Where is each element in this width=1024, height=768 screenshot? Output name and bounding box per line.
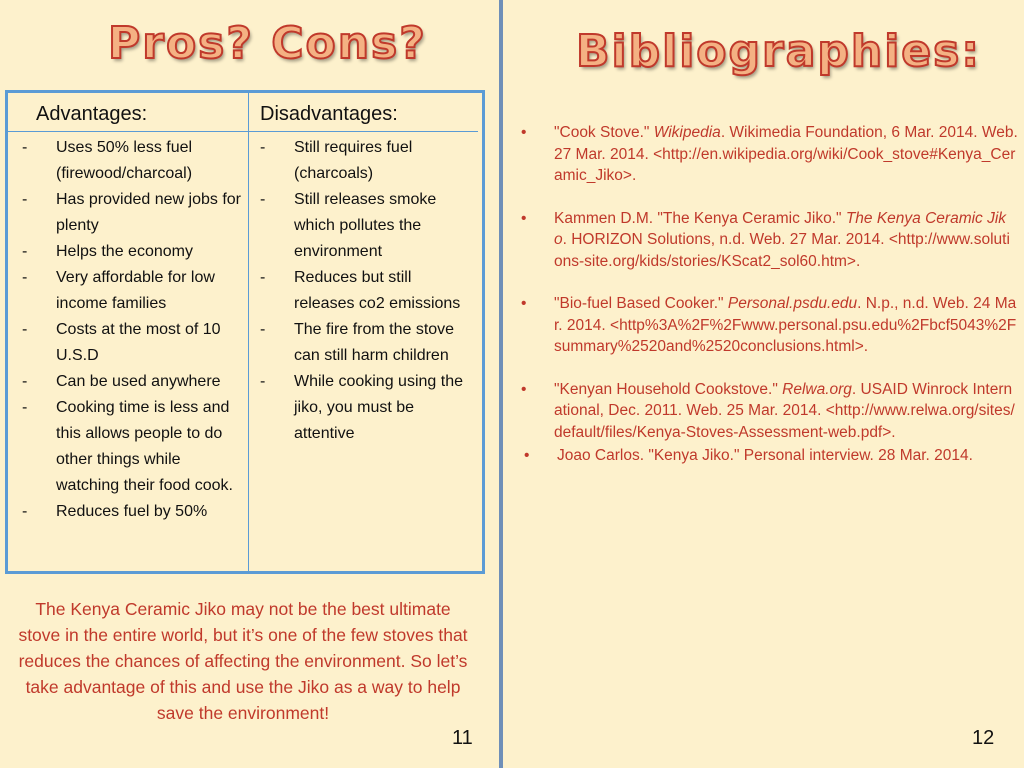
citation-source: The Kenya Ceramic Jiko <box>554 209 1007 248</box>
conclusion-text: The Kenya Ceramic Jiko may not be the best ultimate stove in the entire world, but it’s one of the few stoves that reduces the chances of affecting the environment. So let’s take advantage of this and use the Jiko as a way to help save the environment! <box>18 599 468 723</box>
bibliography-list <box>504 122 1024 488</box>
advantage-item: - Can be used anywhere <box>18 369 246 395</box>
bullet-icon: • <box>521 380 527 398</box>
page-number: 11 <box>452 727 473 749</box>
citation-text: Joao Carlos. "Kenya Jiko." Personal interview. 28 Mar. 2014. <box>557 447 973 464</box>
citation-text: "Cook Stove." <box>554 124 654 141</box>
slide-divider <box>499 0 503 768</box>
advantage-item: - Cooking time is less and this allows people to do other things while watching their food cook. <box>18 395 246 499</box>
citation-text: "Kenyan Household Cookstove." <box>554 380 783 398</box>
disadvantage-item: - Still requires fuel (charcoals) <box>256 135 470 187</box>
bibliography-entry <box>504 293 1024 358</box>
slide-12 <box>504 0 1024 768</box>
bullet-icon: • <box>521 124 527 141</box>
column-divider <box>248 93 249 571</box>
citation-details: . USAID Winrock International, Dec. 2011. Web. 25 Mar. 2014. <http://www.relwa.org/sites/default/files/Kenya-Stoves-Assessment-web.pdf>. <box>554 380 1015 441</box>
header-rule <box>8 131 478 132</box>
pros-cons-title: Pros? Cons? <box>108 18 427 69</box>
bullet-icon: • <box>521 295 527 312</box>
bibliographies-title: Bibliographies: <box>576 26 981 77</box>
citation-text: Kammen D.M. "The Kenya Ceramic Jiko." <box>554 209 846 227</box>
pros-cons-table <box>5 90 485 574</box>
slide-11 <box>0 0 500 768</box>
advantage-item: - Helps the economy <box>18 239 246 265</box>
citation-details: . N.p., n.d. Web. 24 Mar. 2014. <http%3A%2F%2Fwww.personal.psu.edu%2Fbcf5043%2Fsummary%2520and%2520conclusions.html>. <box>554 295 1017 355</box>
bibliography-entry <box>504 379 1024 444</box>
disadvantage-item: - Reduces but still releases co2 emissions <box>256 265 470 317</box>
bibliography-entry <box>504 208 1024 273</box>
bullet-icon: • <box>521 209 527 227</box>
advantage-item: - Reduces fuel by 50% <box>18 499 246 525</box>
citation-text: "Bio-fuel Based Cooker." <box>554 295 728 312</box>
advantage-item: - Has provided new jobs for plenty <box>18 187 246 239</box>
citation-source: Relwa.org <box>782 380 852 398</box>
bullet-icon: • <box>524 447 530 464</box>
bibliography-entry <box>504 122 1024 187</box>
disadvantage-item: - Still releases smoke which pollutes the environment <box>256 187 470 265</box>
disadvantage-item: - While cooking using the jiko, you must be attentive <box>256 369 470 447</box>
citation-source: Wikipedia <box>653 124 721 141</box>
advantages-header: Advantages: <box>36 103 148 125</box>
advantage-item: - Costs at the most of 10 U.S.D <box>18 317 246 369</box>
advantage-item: - Very affordable for low income families <box>18 265 246 317</box>
disadvantages-header: Disadvantages: <box>260 103 398 125</box>
citation-source: Personal.psdu.edu <box>727 295 858 312</box>
citation-details: . Wikimedia Foundation, 6 Mar. 2014. Web. 27 Mar. 2014. <http://en.wikipedia.org/wiki/Cook_stove#Kenya_Ceramic_Jiko>. <box>554 124 1018 184</box>
advantage-item: - Uses 50% less fuel (firewood/charcoal) <box>18 135 246 187</box>
disadvantage-item: - The fire from the stove can still harm children <box>256 317 470 369</box>
bibliography-entry <box>504 445 1024 467</box>
disadvantages-list <box>256 135 470 447</box>
advantages-list <box>18 135 246 525</box>
citation-details: . HORIZON Solutions, n.d. Web. 27 Mar. 2014. <http://www.solutions-site.org/kids/stories/KScat2_sol60.htm>. <box>554 231 1010 270</box>
page-number: 12 <box>972 727 995 749</box>
